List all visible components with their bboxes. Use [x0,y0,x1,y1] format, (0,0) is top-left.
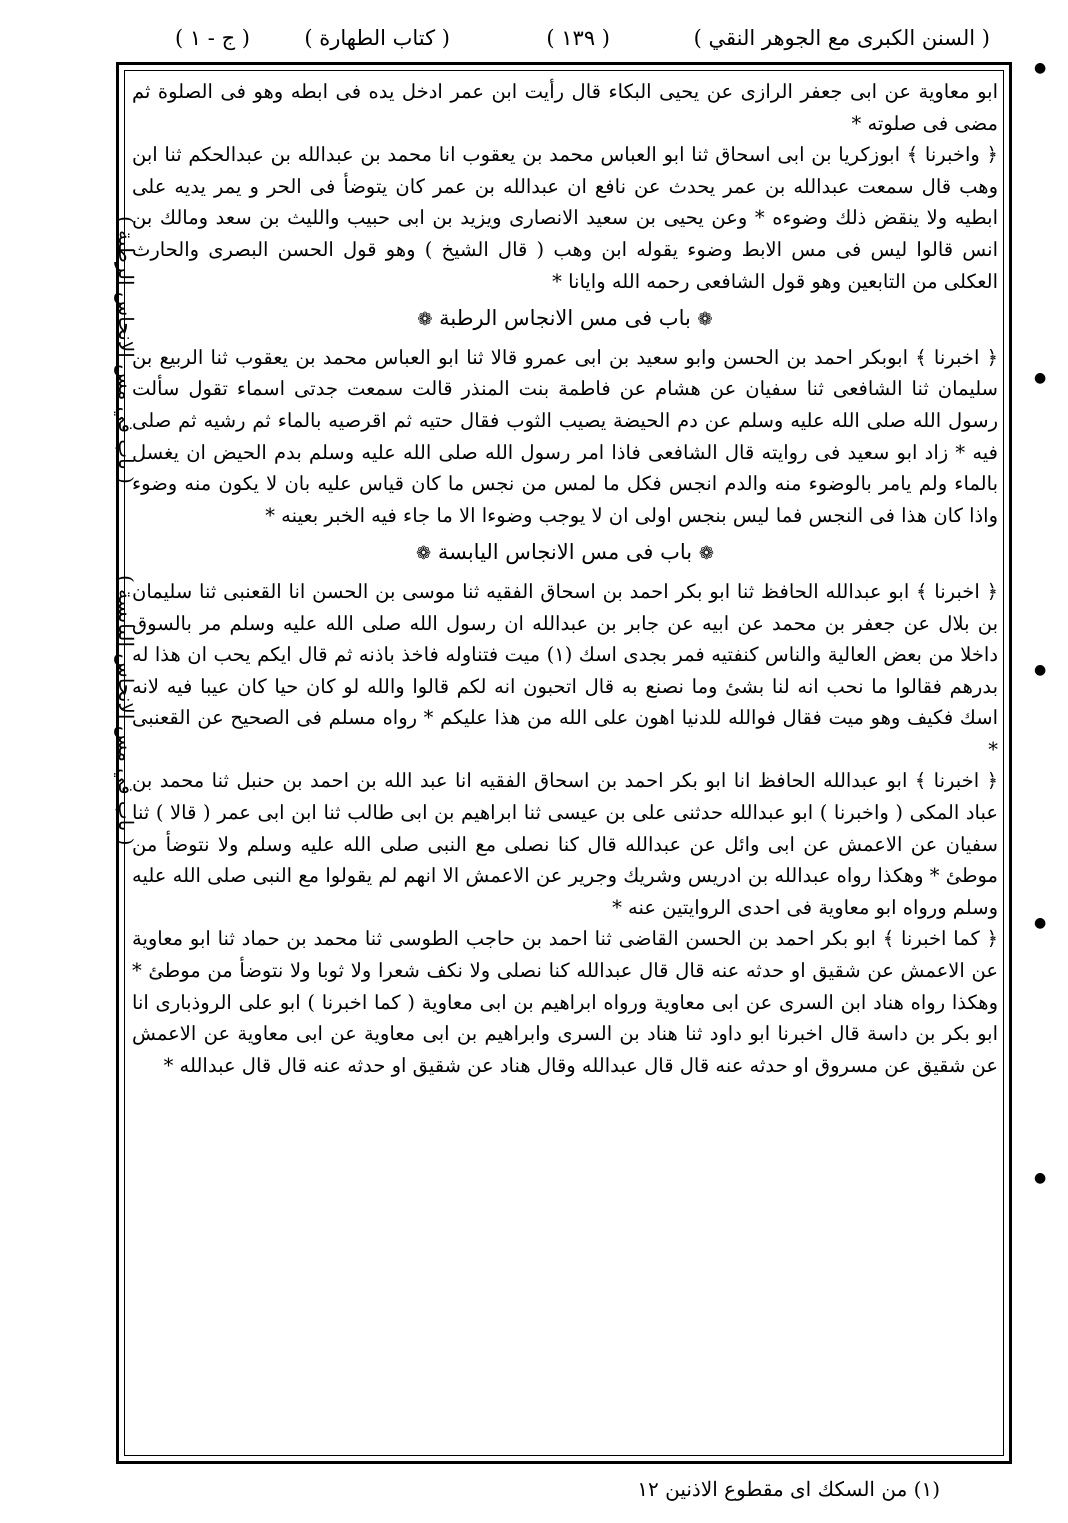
heading-text: باب فى مس الانجاس اليابسة [437,540,693,565]
margin-dot: ● [1034,915,1047,931]
page-header [140,18,990,58]
paragraph: ابو معاوية عن ابى جعفر الرازى عن يحيى البكاء قال رأيت ابن عمر ادخل يده فى ابطه وهو فى الصلوة ثم مضى فى صلوته * [132,80,998,135]
heading-ornament-icon: ❁ [697,309,713,331]
volume-number: ( ج - ١ ) [174,26,250,50]
margin-note-dry: ( باب في مس الانجاس اليابسة ) [114,574,138,846]
paragraph: ﴿ كما اخبرنا ﴾ ابو بكر احمد بن الحسن القاضى ثنا احمد بن حاجب الطوسى ثنا محمد بن حماد ثنا ابو معاوية عن الاعمش عن شقيق او حدثه عنه قال قال عبدالله كنا نصلى ولا نكف شعرا ولا ثوبا ولا نتوضأ من موطئ * وهكذا رواه هناد ابن السرى عن ابى معاوية ورواه ابراهيم بن ابى معاوية ( كما اخبرنا ) ابو على الروذبارى انا ابو بكر بن داسة قال اخبرنا ابو داود ثنا هناد بن السرى وابراهيم بن ابى معاوية عن ابى معاوية عن الاعمش عن شقيق عن مسروق او حدثه عنه قال قال عبدالله وقال هناد عن شقيق او حدثه عنه قال قال عبدالله * [132,927,998,1077]
footnote: (١) من السكك اى مقطوع الاذنين ١٢ [637,1477,940,1501]
paragraph: ﴿ واخبرنا ﴾ ابوزكريا بن ابى اسحاق ثنا ابو العباس محمد بن يعقوب انا محمد بن عبدالله بن عبدالحكم ثنا ابن وهب قال سمعت عبدالله بن عمر يحدث عن نافع ان عبدالله بن عمر كان يتوضأ فى الحر و يمر يديه على ابطيه ولا ينقض ذلك وضوءه * وعن يحيى بن سعيد الانصارى ويزيد بن ابى حبيب والليث بن سعد ومالك بن انس قالوا ليس فى مس الابط وضوء يقوله ابن وهب ( قال الشيخ ) وهو قول الحسن البصرى والحارث العكلى من التابعين وهو قول الشافعى رحمه الله وايانا * [132,143,998,293]
page-number: ( ١٣٩ ) [546,26,610,50]
heading-ornament-icon: ❁ [416,543,432,565]
margin-dot: ● [1034,662,1047,678]
paragraph: ﴿ اخبرنا ﴾ ابو عبدالله الحافظ ثنا ابو بكر احمد بن اسحاق الفقيه ثنا موسى بن الحسن انا القعنبى ثنا سليمان بن بلال عن جعفر بن محمد عن ابيه عن جابر بن عبدالله ان رسول الله صلى الله عليه وسلم مر بالسوق داخلا من بعض العالية والناس كنفتيه فمر بجدى اسك (١) ميت فتناوله فاخذ باذنه ثم قال ايكم يحب ان هذا له بدرهم فقالوا ما نحب انه لنا بشئ وما نصنع به قال اتحبون انه لكم قالوا والله لو كان حيا كان عيبا فيه لانه اسك فكيف وهو ميت فقال فوالله للدنيا اهون على الله من هذا عليكم * رواه مسلم فى الصحيح عن القعنبى * [132,579,998,761]
main-text [132,76,998,1448]
heading-ornament-icon: ❁ [417,309,433,331]
section-heading [132,303,998,336]
book-title: ( السنن الكبرى مع الجوهر النقي ) [693,26,990,50]
margin-dot: ● [1034,370,1047,386]
paragraph: ﴿ اخبرنا ﴾ ابوبكر احمد بن الحسن وابو سعيد بن ابى عمرو قالا ثنا ابو العباس محمد بن يعقوب ثنا الربيع بن سليمان ثنا الشافعى ثنا سفيان عن هشام عن فاطمة بنت المنذر قالت سمعت جدتى اسماء تقول سألت رسول الله صلى الله عليه وسلم عن دم الحيضة يصيب الثوب فقال حتيه ثم اقرصيه بالماء ثم رشيه ثم صلى فيه * زاد ابو سعيد فى روايته قال الشافعى فاذا امر رسول الله صلى الله عليه وسلم بدم الحيض ان يغسل بالماء ولم يامر بالوضوء منه والدم انجس فكل ما لمس من نجس ما كان قياس عليه بان لا يكون منه وضوء واذا كان هذا فى النجس فما ليس بنجس اولى ان لا يوجب وضوءا الا ما جاء فيه الخبر بعينه * [132,345,998,527]
margin-note-wet: ( باب في مس الانجاس الرطبة ) [114,216,138,484]
margin-dot: ● [1034,1170,1047,1186]
margin-dot: ● [1034,60,1047,76]
section-heading [132,537,998,570]
heading-text: باب فى مس الانجاس الرطبة [439,306,691,331]
heading-ornament-icon: ❁ [698,543,714,565]
paragraph: ﴿ اخبرنا ﴾ ابو عبدالله الحافظ انا ابو بكر احمد بن اسحاق الفقيه انا عبد الله بن احمد بن حنبل ثنا محمد بن عباد المكى ( واخبرنا ) ابو عبدالله حدثنى على بن عيسى ثنا ابراهيم بن ابى طالب ثنا ابن ابى عمر ( قالا ) ثنا سفيان عن الاعمش عن ابى وائل عن عبدالله قال كنا نصلى مع النبى صلى الله عليه وسلم ولا نتوضأ من موطئ * وهكذا رواه عبدالله بن ادريس وشريك وجرير عن الاعمش الا انهم لم يقولوا مع النبى صلى الله عليه وسلم ورواه ابو معاوية فى احدى الروايتين عنه * [132,769,998,919]
chapter-title: ( كتاب الطهارة ) [304,26,450,50]
